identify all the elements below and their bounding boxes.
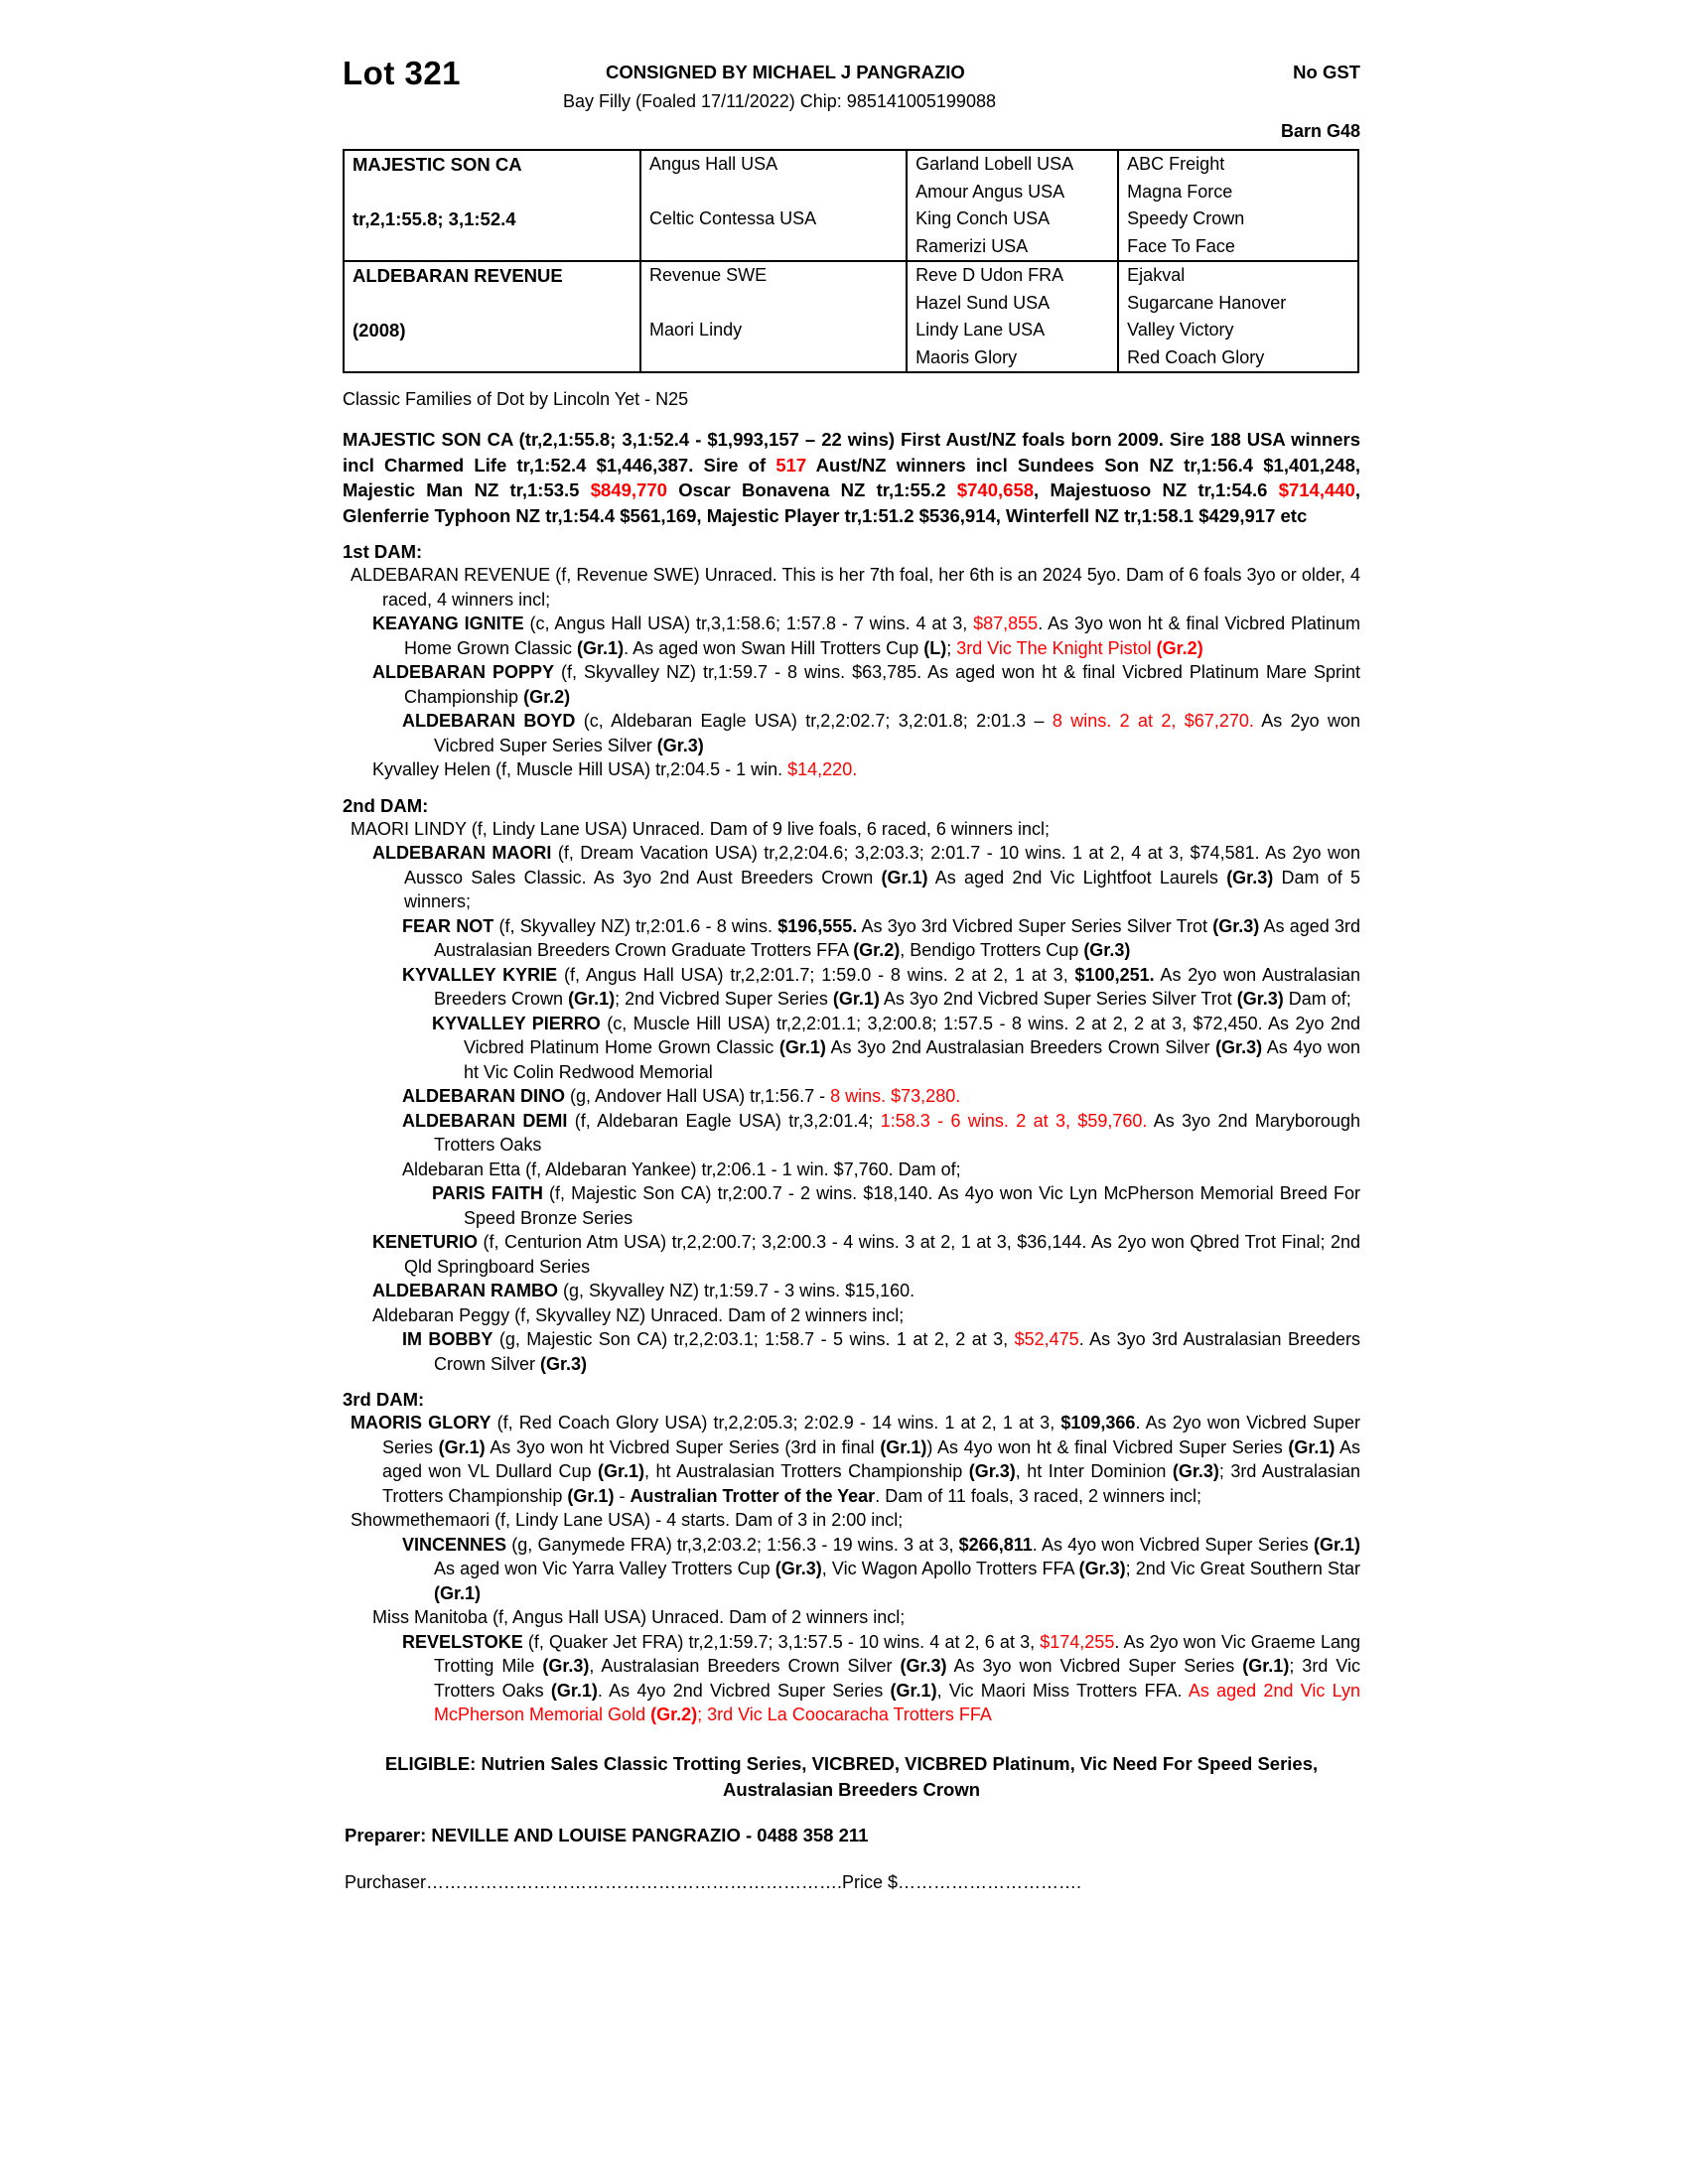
purchaser-line: Purchaser…………………………………………………………….Price $………………………….: [345, 1871, 1082, 1892]
pedigree-cell: Maori Lindy: [640, 317, 907, 344]
sire-paragraph: MAJESTIC SON CA (tr,2,1:55.8; 3,1:52.4 - $1,993,157 – 22 wins) First Aust/NZ foals born 2009. Sire 188 USA winners incl Charmed Life tr,1:52.4 $1,446,387. Sire of 517 Aust/NZ winners incl Sundees Son NZ tr,1:56.4 $1,401,248, Majestic Man NZ tr,1:53.5 $849,770 Oscar Bonavena NZ tr,1:55.2 $740,658, Majestuoso NZ tr,1:54.6 $714,440, Glenferrie Typhoon NZ tr,1:54.4 $561,169, Majestic Player tr,1:51.2 $536,914, Winterfell NZ tr,1:58.1 $429,917 etc: [343, 429, 1360, 526]
list-item: ALDEBARAN DEMI (f, Aldebaran Eagle USA) tr,3,2:01.4; 1:58.3 - 6 wins. 2 at 3, $59,760. As 3yo 2nd Maryborough Trotters Oaks: [402, 1110, 1360, 1155]
list-item: VINCENNES (g, Ganymede FRA) tr,3,2:03.2; 1:56.3 - 19 wins. 3 at 3, $266,811. As 4yo won Vicbred Super Series (Gr.1) As aged won Vic Yarra Valley Trotters Cup (Gr.3), Vic Wagon Apollo Trotters FFA (Gr.3); 2nd Vic Great Southern Star (Gr.1): [402, 1534, 1360, 1603]
sire-name: MAJESTIC SON CA: [352, 154, 522, 175]
pedigree-cell: Valley Victory: [1127, 320, 1234, 340]
pedigree-cell: ABC Freight: [1127, 154, 1225, 174]
pedigree-cell: Face To Face: [1127, 235, 1235, 256]
pedigree-cell: Ramerizi USA: [907, 233, 1118, 262]
list-item: KYVALLEY KYRIE (f, Angus Hall USA) tr,2,2:01.7; 1:59.0 - 8 wins. 2 at 2, 1 at 3, $100,251. As 2yo won Australasian Breeders Crown (Gr.1); 2nd Vicbred Super Series (Gr.1) As 3yo 2nd Vicbred Super Series Silver Trot (Gr.3) Dam of;: [402, 964, 1360, 1009]
list-item: KYVALLEY PIERRO (c, Muscle Hill USA) tr,2,2:01.1; 3,2:00.8; 1:57.5 - 8 wins. 2 at 2, 2 at 3, $72,450. As 2yo 2nd Vicbred Platinum Home Grown Classic (Gr.1) As 3yo 2nd Australasian Breeders Crown Silver (Gr.3) As 4yo won ht Vic Colin Redwood Memorial: [432, 1013, 1360, 1082]
pedigree-cell: Hazel Sund USA: [907, 290, 1118, 318]
pedigree-cell: [640, 290, 907, 318]
list-item: Aldebaran Etta (f, Aldebaran Yankee) tr,2:06.1 - 1 win. $7,760. Dam of;: [402, 1159, 961, 1179]
list-item: ALDEBARAN BOYD (c, Aldebaran Eagle USA) tr,2,2:02.7; 3,2:01.8; 2:01.3 – 8 wins. 2 at 2, $67,270. As 2yo won Vicbred Super Series Silver (Gr.3): [402, 711, 1361, 755]
list-item: Aldebaran Peggy (f, Skyvalley NZ) Unraced. Dam of 2 winners incl;: [372, 1304, 905, 1325]
pedigree-cell: King Conch USA: [907, 205, 1118, 233]
list-item: KENETURIO (f, Centurion Atm USA) tr,2,2:00.7; 3,2:00.3 - 4 wins. 3 at 2, 1 at 3, $36,144. As 2yo won Qbred Trot Final; 2nd Qld Springboard Series: [372, 1232, 1360, 1277]
pedigree-cell: Reve D Udon FRA: [907, 261, 1118, 290]
list-item: Miss Manitoba (f, Angus Hall USA) Unraced. Dam of 2 winners incl;: [372, 1607, 906, 1627]
list-item: PARIS FAITH (f, Majestic Son CA) tr,2:00.7 - 2 wins. $18,140. As 4yo won Vic Lyn McPherson Memorial Breed For Speed Bronze Series: [432, 1183, 1360, 1228]
list-item: FEAR NOT (f, Skyvalley NZ) tr,2:01.6 - 8 wins. $196,555. As 3yo 3rd Vicbred Super Series Silver Trot (Gr.3) As aged 3rd Australasian Breeders Crown Graduate Trotters FFA (Gr.2), Bendigo Trotters Cup (Gr.3): [402, 915, 1360, 960]
pedigree-cell: Angus Hall USA: [640, 151, 907, 179]
dam-record-cell: [345, 317, 640, 371]
list-item: Showmethemaori (f, Lindy Lane USA) - 4 starts. Dam of 3 in 2:00 incl;: [351, 1510, 904, 1530]
pedigree-table: [343, 149, 1359, 373]
pedigree-cell: Garland Lobell USA: [907, 151, 1118, 179]
section-heading-1st-dam: 1st DAM:: [343, 541, 423, 562]
list-item: ALDEBARAN MAORI (f, Dream Vacation USA) tr,2,2:04.6; 3,2:03.3; 2:01.7 - 10 wins. 1 at 2, 4 at 3, $74,581. As 2yo won Aussco Sales Classic. As 3yo 2nd Aust Breeders Crown (Gr.1) As aged 2nd Vic Lightfoot Laurels (Gr.3) Dam of 5 winners;: [372, 843, 1360, 911]
classic-families-line: Classic Families of Dot by Lincoln Yet - N25: [343, 389, 689, 409]
list-item: IM BOBBY (g, Majestic Son CA) tr,2,2:03.1; 1:58.7 - 5 wins. 1 at 2, 2 at 3, $52,475. As 3yo 3rd Australasian Breeders Crown Silver (Gr.3): [402, 1329, 1360, 1374]
eligible-text: ELIGIBLE: Nutrien Sales Classic Trotting Series, VICBRED, VICBRED Platinum, Vic Need For Speed Series, Australasian Breeders Crown: [384, 1752, 1319, 1800]
table-row: [345, 151, 1357, 179]
pedigree-cell: Maoris Glory: [907, 344, 1118, 372]
pedigree-cell: Magna Force: [1127, 181, 1233, 202]
list-item: ALDEBARAN REVENUE (f, Revenue SWE) Unraced. This is her 7th foal, her 6th is an 2024 5yo. Dam of 6 foals 3yo or older, 4 raced, 4 winners incl;: [351, 565, 1360, 610]
page-header: [343, 50, 1360, 141]
list-item: ALDEBARAN POPPY (f, Skyvalley NZ) tr,1:59.7 - 8 wins. $63,785. As aged won ht & final Vicbred Platinum Mare Sprint Championship (Gr.2): [372, 662, 1360, 707]
pedigree-cell: [640, 344, 907, 372]
dam-name: ALDEBARAN REVENUE: [352, 265, 563, 286]
pedigree-cell: Red Coach Glory: [1127, 346, 1265, 367]
pedigree-cell: Lindy Lane USA: [907, 317, 1118, 344]
table-row: [345, 261, 1357, 290]
pedigree-cell: [640, 179, 907, 206]
sire-cell: [345, 151, 640, 205]
preparer-text: Preparer: NEVILLE AND LOUISE PANGRAZIO - 0488 358 211: [345, 1824, 869, 1845]
table-row: [345, 205, 1357, 233]
list-item: MAORI LINDY (f, Lindy Lane USA) Unraced. Dam of 9 live foals, 6 raced, 6 winners incl;: [351, 818, 1050, 839]
pedigree-cell: Ejakval: [1118, 261, 1357, 290]
gst-status: No GST: [1293, 62, 1360, 82]
list-item: Kyvalley Helen (f, Muscle Hill USA) tr,2:04.5 - 1 win. $14,220.: [372, 759, 858, 779]
pedigree-cell: [640, 233, 907, 262]
pedigree-cell: Celtic Contessa USA: [640, 205, 907, 233]
consignor-label: CONSIGNED BY MICHAEL J PANGRAZIO: [606, 62, 965, 82]
pedigree-cell: Sugarcane Hanover: [1127, 292, 1287, 313]
pedigree-cell: Speedy Crown: [1127, 208, 1245, 228]
section-heading-2nd-dam: 2nd DAM:: [343, 794, 429, 816]
section-heading-3rd-dam: 3rd DAM:: [343, 1389, 425, 1410]
barn-number: Barn G48: [1280, 121, 1360, 141]
pedigree-cell: Amour Angus USA: [907, 179, 1118, 206]
sire-record: tr,2,1:55.8; 3,1:52.4: [352, 208, 516, 229]
list-item: REVELSTOKE (f, Quaker Jet FRA) tr,2,1:59.7; 3,1:57.5 - 10 wins. 4 at 2, 6 at 3, $174,255. As 2yo won Vic Graeme Lang Trotting Mile (Gr.3), Australasian Breeders Crown Silver (Gr.3) As 3yo won Vicbred Super Series (Gr.1); 3rd Vic Trotters Oaks (Gr.1). As 4yo 2nd Vicbred Super Series (Gr.1), Vic Maori Miss Trotters FFA. As aged 2nd Vic Lyn McPherson Memorial Gold (Gr.2); 3rd Vic La Coocaracha Trotters FFA: [402, 1631, 1361, 1724]
horse-description: Bay Filly (Foaled 17/11/2022) Chip: 985141005199088: [563, 91, 996, 111]
sire-record-cell: [345, 205, 640, 261]
list-item: ALDEBARAN RAMBO (g, Skyvalley NZ) tr,1:59.7 - 3 wins. $15,160.: [372, 1281, 915, 1300]
lot-number: Lot 321: [343, 55, 462, 91]
list-item: KEAYANG IGNITE (c, Angus Hall USA) tr,3,1:58.6; 1:57.8 - 7 wins. 4 at 3, $87,855. As 3yo won ht & final Vicbred Platinum Home Grown Classic (Gr.1). As aged won Swan Hill Trotters Cup (L); 3rd Vic The Knight Pistol (Gr.2): [372, 614, 1360, 658]
pedigree-cell: Revenue SWE: [640, 261, 907, 290]
list-item: ALDEBARAN DINO (g, Andover Hall USA) tr,1:56.7 - 8 wins. $73,280.: [402, 1086, 961, 1106]
table-row: [345, 317, 1357, 344]
list-item: MAORIS GLORY (f, Red Coach Glory USA) tr,2,2:05.3; 2:02.9 - 14 wins. 1 at 2, 1 at 3, $109,366. As 2yo won Vicbred Super Series (Gr.1) As 3yo won ht Vicbred Super Series (3rd in final (Gr.1)) As 4yo won ht & final Vicbred Super Series (Gr.1) As aged won VL Dullard Cup (Gr.1), ht Australasian Trotters Championship (Gr.3), ht Inter Dominion (Gr.3); 3rd Australasian Trotters Championship (Gr.1) - Australian Trotter of the Year. Dam of 11 foals, 3 raced, 2 winners incl;: [351, 1413, 1360, 1506]
dam-cell: [345, 261, 640, 317]
dam-year: (2008): [352, 320, 406, 341]
